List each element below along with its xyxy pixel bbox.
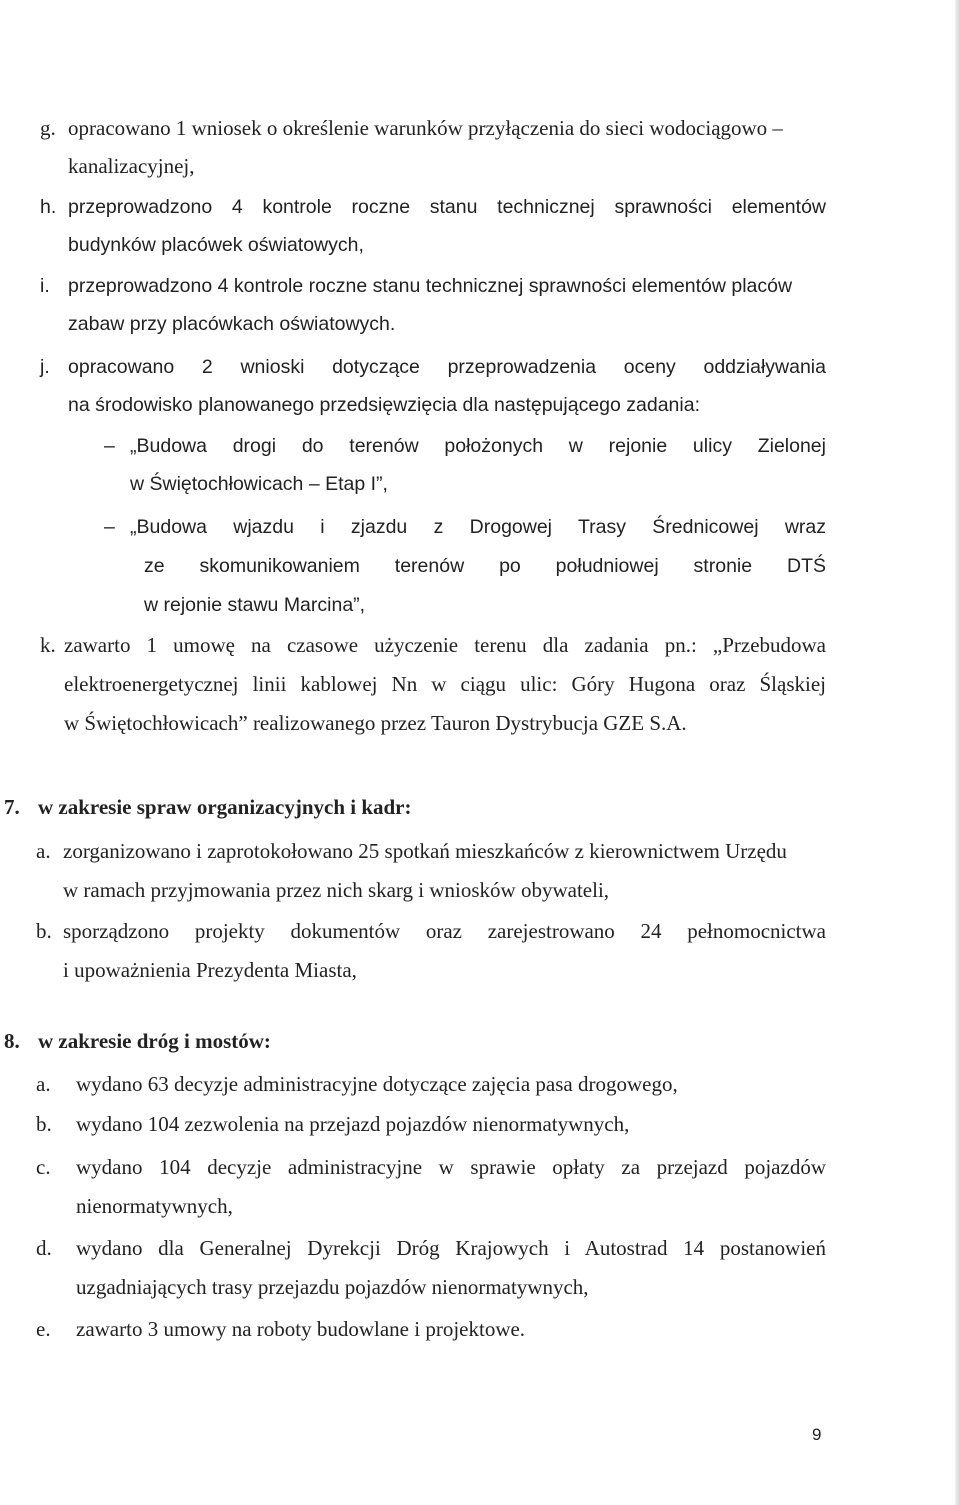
list-marker-8e: e. bbox=[36, 1317, 51, 1341]
item-7b-line-2: i upoważnienia Prezydenta Miasta, bbox=[63, 958, 357, 982]
item-h-line-1: przeprowadzono 4 kontrole roczne stanu technicznej sprawności elementów bbox=[68, 196, 826, 218]
item-7b-line-1: sporządzono projekty dokumentów oraz zarejestrowano 24 pełnomocnictwa bbox=[63, 919, 826, 943]
item-7a-line-2: w ramach przyjmowania przez nich skarg i wniosków obywateli, bbox=[63, 878, 610, 902]
list-marker-g: g. bbox=[40, 116, 56, 140]
section-8-heading: w zakresie dróg i mostów: bbox=[38, 1029, 271, 1053]
item-8c-line-1: wydano 104 decyzje administracyjne w sprawie opłaty za przejazd pojazdów bbox=[76, 1155, 826, 1179]
item-j-sub-1-line-2: w Świętochłowicach – Etap I”, bbox=[130, 473, 388, 495]
item-j-sub-1-line-1: „Budowa drogi do terenów położonych w rejonie ulicy Zielonej bbox=[130, 435, 826, 457]
dash-bullet: – bbox=[104, 516, 115, 538]
page-number: 9 bbox=[812, 1425, 822, 1444]
item-j-line-2: na środowisko planowanego przedsięwzięcia dla następującego zadania: bbox=[68, 394, 700, 416]
item-j-line-1: opracowano 2 wnioski dotyczące przeprowadzenia oceny oddziaływania bbox=[68, 356, 826, 378]
list-marker-i: i. bbox=[40, 275, 50, 297]
list-marker-j: j. bbox=[40, 356, 50, 378]
item-k-line-1: zawarto 1 umowę na czasowe użyczenie terenu dla zadania pn.: „Przebudowa bbox=[64, 633, 826, 657]
list-marker-7a: a. bbox=[36, 839, 51, 863]
dash-bullet: – bbox=[104, 435, 115, 457]
item-8e-line-1: zawarto 3 umowy na roboty budowlane i projektowe. bbox=[76, 1317, 526, 1341]
item-7a-line-1: zorganizowano i zaprotokołowano 25 spotkań mieszkańców z kierownictwem Urzędu bbox=[63, 839, 787, 863]
list-marker-h: h. bbox=[40, 196, 57, 218]
item-h-line-2: budynków placówek oświatowych, bbox=[68, 234, 364, 256]
list-marker-k: k. bbox=[40, 633, 56, 657]
item-8d-line-1: wydano dla Generalnej Dyrekcji Dróg Krajowych i Autostrad 14 postanowień bbox=[76, 1236, 826, 1260]
item-g-line-2: kanalizacyjnej, bbox=[68, 154, 195, 178]
item-i-line-1: przeprowadzono 4 kontrole roczne stanu technicznej sprawności elementów placów bbox=[68, 275, 793, 297]
list-marker-8c: c. bbox=[36, 1155, 51, 1179]
section-7-heading: w zakresie spraw organizacyjnych i kadr: bbox=[38, 795, 412, 819]
list-marker-7b: b. bbox=[36, 919, 52, 943]
item-k-line-3: w Świętochłowicach” realizowanego przez Tauron Dystrybucja GZE S.A. bbox=[64, 711, 687, 735]
section-7-number: 7. bbox=[4, 795, 20, 819]
item-j-sub-2-line-3: w rejonie stawu Marcina”, bbox=[144, 594, 366, 616]
list-marker-8a: a. bbox=[36, 1072, 51, 1096]
item-8a-line-1: wydano 63 decyzje administracyjne dotyczące zajęcia pasa drogowego, bbox=[76, 1072, 678, 1096]
item-8c-line-2: nienormatywnych, bbox=[76, 1194, 233, 1218]
item-i-line-2: zabaw przy placówkach oświatowych. bbox=[68, 313, 396, 335]
item-8b-line-1: wydano 104 zezwolenia na przejazd pojazdów nienormatywnych, bbox=[76, 1112, 630, 1136]
list-marker-8d: d. bbox=[36, 1236, 52, 1260]
section-8-number: 8. bbox=[4, 1029, 20, 1053]
item-8d-line-2: uzgadniających trasy przejazdu pojazdów nienormatywnych, bbox=[76, 1275, 589, 1299]
item-g-line-1: opracowano 1 wniosek o określenie warunków przyłączenia do sieci wodociągowo – bbox=[68, 116, 783, 140]
item-j-sub-2-line-2: ze skomunikowaniem terenów po południowej stronie DTŚ bbox=[144, 555, 826, 577]
item-k-line-2: elektroenergetycznej linii kablowej Nn w ciągu ulic: Góry Hugona oraz Śląskiej bbox=[64, 672, 826, 696]
list-marker-8b: b. bbox=[36, 1112, 52, 1136]
item-j-sub-2-line-1: „Budowa wjazdu i zjazdu z Drogowej Trasy Średnicowej wraz bbox=[130, 516, 826, 538]
